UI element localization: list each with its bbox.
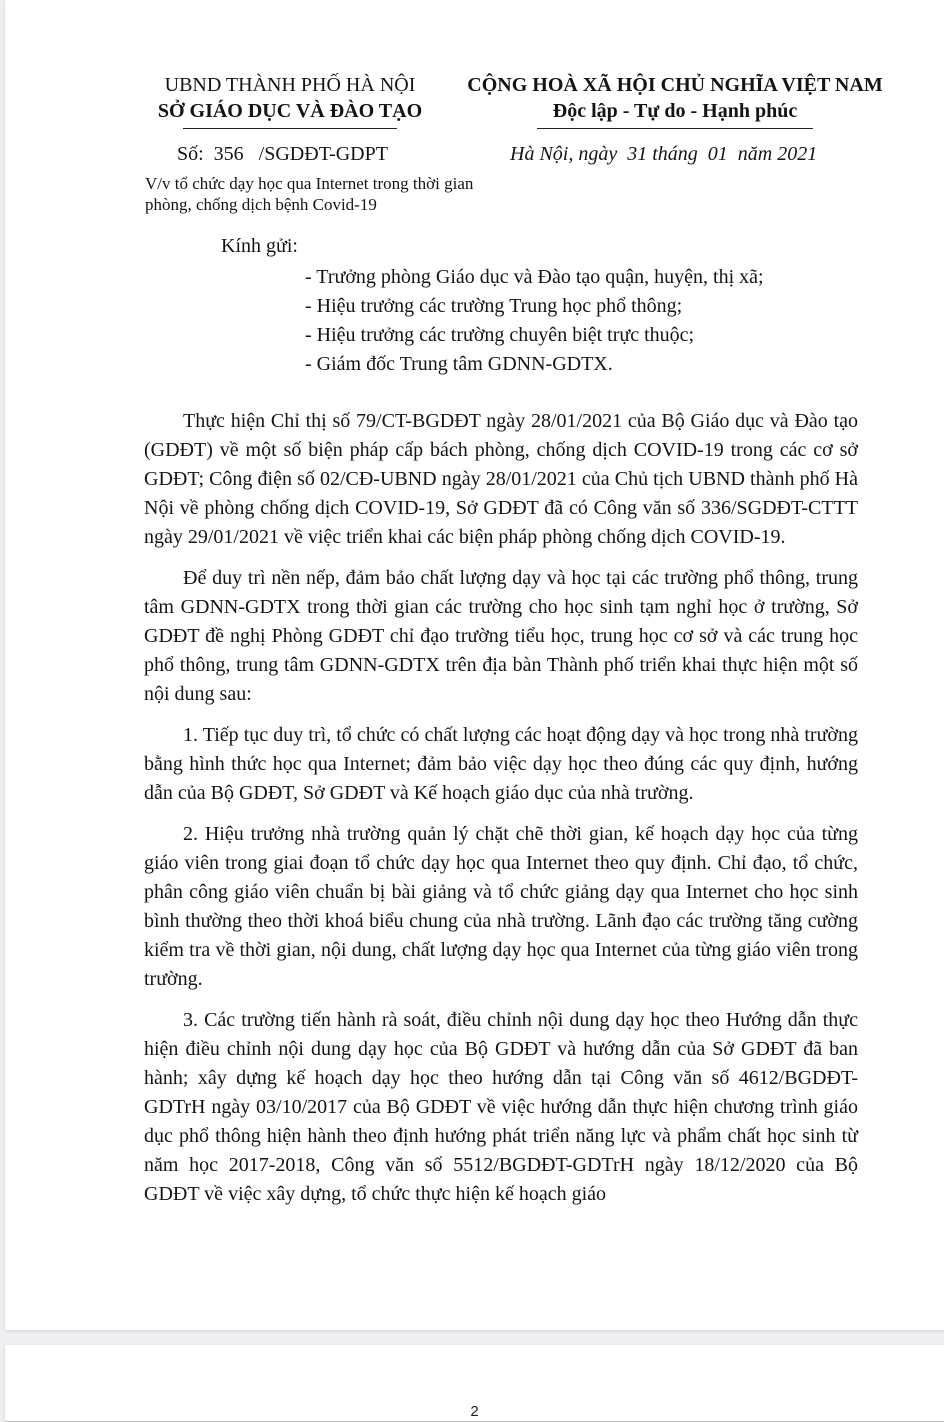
recipient-item: - Trưởng phòng Giáo dục và Đào tạo quận, huyện, thị xã;: [305, 266, 764, 288]
recipients-title: Kính gửi:: [221, 235, 298, 257]
parent-authority-name: UBND THÀNH PHỐ HÀ NỘI: [164, 74, 416, 96]
page-number: 2: [470, 1403, 479, 1420]
motto-underline: [537, 128, 813, 129]
recipients-list: [305, 263, 764, 379]
department-name: SỞ GIÁO DỤC VÀ ĐÀO TẠO: [157, 100, 423, 122]
body-paragraph: 2. Hiệu trưởng nhà trường quản lý chặt chẽ thời gian, kế hoạch dạy học của từng giáo viên trong giai đoạn tổ chức dạy học qua Internet theo quy định. Chỉ đạo, tổ chức, phân công giáo viên chuẩn bị bài giảng và tổ chức giảng dạy qua Internet cho học sinh bình thường theo thời khoá biểu chung của nhà trường. Lãnh đạo các trường tăng cường kiểm tra về thời gian, nội dung, chất lượng dạy học qua Internet của từng giáo viên trong trường.: [144, 823, 858, 990]
body-paragraph: Để duy trì nền nếp, đảm bảo chất lượng dạy và học tại các trường phổ thông, trung tâm GDNN-GDTX trong thời gian các trường cho học sinh tạm nghỉ học ở trường, Sở GDĐT đề nghị Phòng GDĐT chỉ đạo trường tiểu học, trung học cơ sở và các trung học phổ thông, trung tâm GDNN-GDTX trên địa bàn Thành phố triển khai thực hiện một số nội dung sau:: [144, 567, 858, 705]
header-underline: [183, 128, 397, 129]
document-subject: V/v tổ chức dạy học qua Internet trong thời gian phòng, chống dịch bệnh Covid-19: [145, 174, 474, 214]
body-paragraph: 1. Tiếp tục duy trì, tổ chức có chất lượng các hoạt động dạy và học trong nhà trường bằng hình thức học qua Internet; đảm bảo việc dạy học theo đúng các quy định, hướng dẫn của Bộ GDĐT, Sở GDĐT và Kế hoạch giáo dục của nhà trường.: [144, 724, 858, 804]
document-number: Số: 356 /SGDĐT-GDPT: [177, 143, 388, 165]
national-motto-header: [445, 72, 905, 129]
body-paragraph: Thực hiện Chỉ thị số 79/CT-BGDĐT ngày 28/01/2021 của Bộ Giáo dục và Đào tạo (GDĐT) về một số biện pháp cấp bách phòng, chống dịch COVID-19 trong các cơ sở GDĐT; Công điện số 02/CĐ-UBND ngày 28/01/2021 của Chủ tịch UBND thành phố Hà Nội về phòng chống dịch COVID-19, Sở GDĐT đã có Công văn số 336/SGDĐT-CTTT ngày 29/01/2021 về việc triển khai các biện pháp phòng chống dịch COVID-19.: [144, 410, 858, 548]
recipient-item: - Hiệu trưởng các trường Trung học phổ thông;: [305, 295, 683, 317]
country-name: CỘNG HOÀ XÃ HỘI CHỦ NGHĨA VIỆT NAM: [467, 74, 883, 96]
issuing-authority-header: [140, 72, 440, 129]
document-body: [144, 407, 858, 1221]
recipient-item: - Hiệu trưởng các trường chuyên biệt trực thuộc;: [305, 324, 695, 346]
recipient-item: - Giám đốc Trung tâm GDNN-GDTX.: [305, 353, 613, 375]
national-motto: Độc lập - Tự do - Hạnh phúc: [552, 100, 798, 122]
body-paragraph: 3. Các trường tiến hành rà soát, điều chỉnh nội dung dạy học theo Hướng dẫn thực hiện điều chỉnh nội dung dạy học của Bộ GDĐT và hướng dẫn của Sở GDĐT đã ban hành; xây dựng kế hoạch dạy học theo hướng dẫn tại Công văn số 4612/BGDĐT-GDTrH ngày 03/10/2017 của Bộ GDĐT về việc hướng dẫn thực hiện chương trình giáo dục phổ thông hiện hành theo định hướng phát triển năng lực và phẩm chất học sinh từ năm học 2017-2018, Công văn số 5512/BGDĐT-GDTrH ngày 18/12/2020 của Bộ GDĐT về việc xây dựng, tổ chức thực hiện kế hoạch giáo: [144, 1009, 858, 1205]
document-page-2: [5, 1345, 944, 1422]
document-date: Hà Nội, ngày 31 tháng 01 năm 2021: [510, 143, 818, 165]
document-page-1: [5, 0, 944, 1330]
